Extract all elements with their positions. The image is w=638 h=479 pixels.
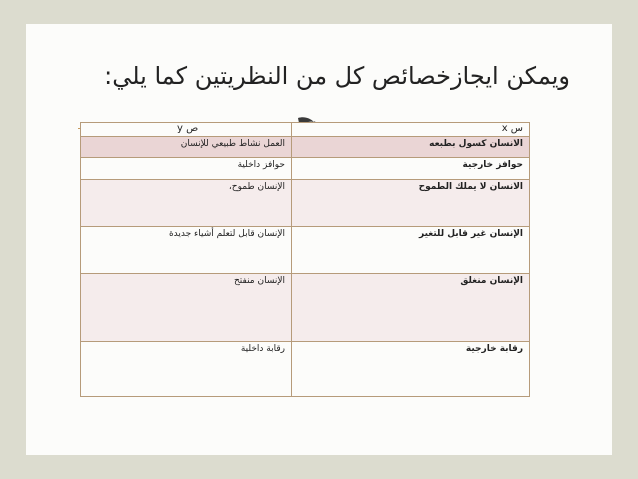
cell-y: العمل نشاط طبيعي للإنسان: [81, 137, 292, 158]
cell-x: الانسان لا يملك الطموح: [292, 180, 530, 227]
frame-left: [0, 0, 26, 479]
header-y: ص y: [81, 123, 292, 137]
cell-y: حوافز داخلية: [81, 158, 292, 180]
cell-x: الانسان كسول بطبعه: [292, 137, 530, 158]
frame-top: [0, 0, 638, 24]
table-row: [81, 158, 530, 180]
table-row: [81, 342, 530, 397]
table-row: [81, 274, 530, 342]
cell-y: الإنسان قابل لتعلم أشياء جديدة: [81, 227, 292, 274]
cell-y: الإنسان طموح،: [81, 180, 292, 227]
cell-y: رقابة داخلية: [81, 342, 292, 397]
cell-y: الإنسان منفتح: [81, 274, 292, 342]
cell-x: رقابة خارجية: [292, 342, 530, 397]
cell-x: الإنسان منغلق: [292, 274, 530, 342]
table-header-row: [81, 123, 530, 137]
cell-x: الإنسان غير قابل للتغير: [292, 227, 530, 274]
table-row: [81, 180, 530, 227]
comparison-table: [80, 122, 530, 397]
header-x: س x: [292, 123, 530, 137]
table-row: [81, 227, 530, 274]
cell-x: حوافز خارجية: [292, 158, 530, 180]
frame-bottom: [0, 455, 638, 479]
slide-title: ويمكن ايجازخصائص كل من النظريتين كما يلي:: [104, 62, 570, 90]
frame-right: [612, 0, 638, 479]
table-row: [81, 137, 530, 158]
